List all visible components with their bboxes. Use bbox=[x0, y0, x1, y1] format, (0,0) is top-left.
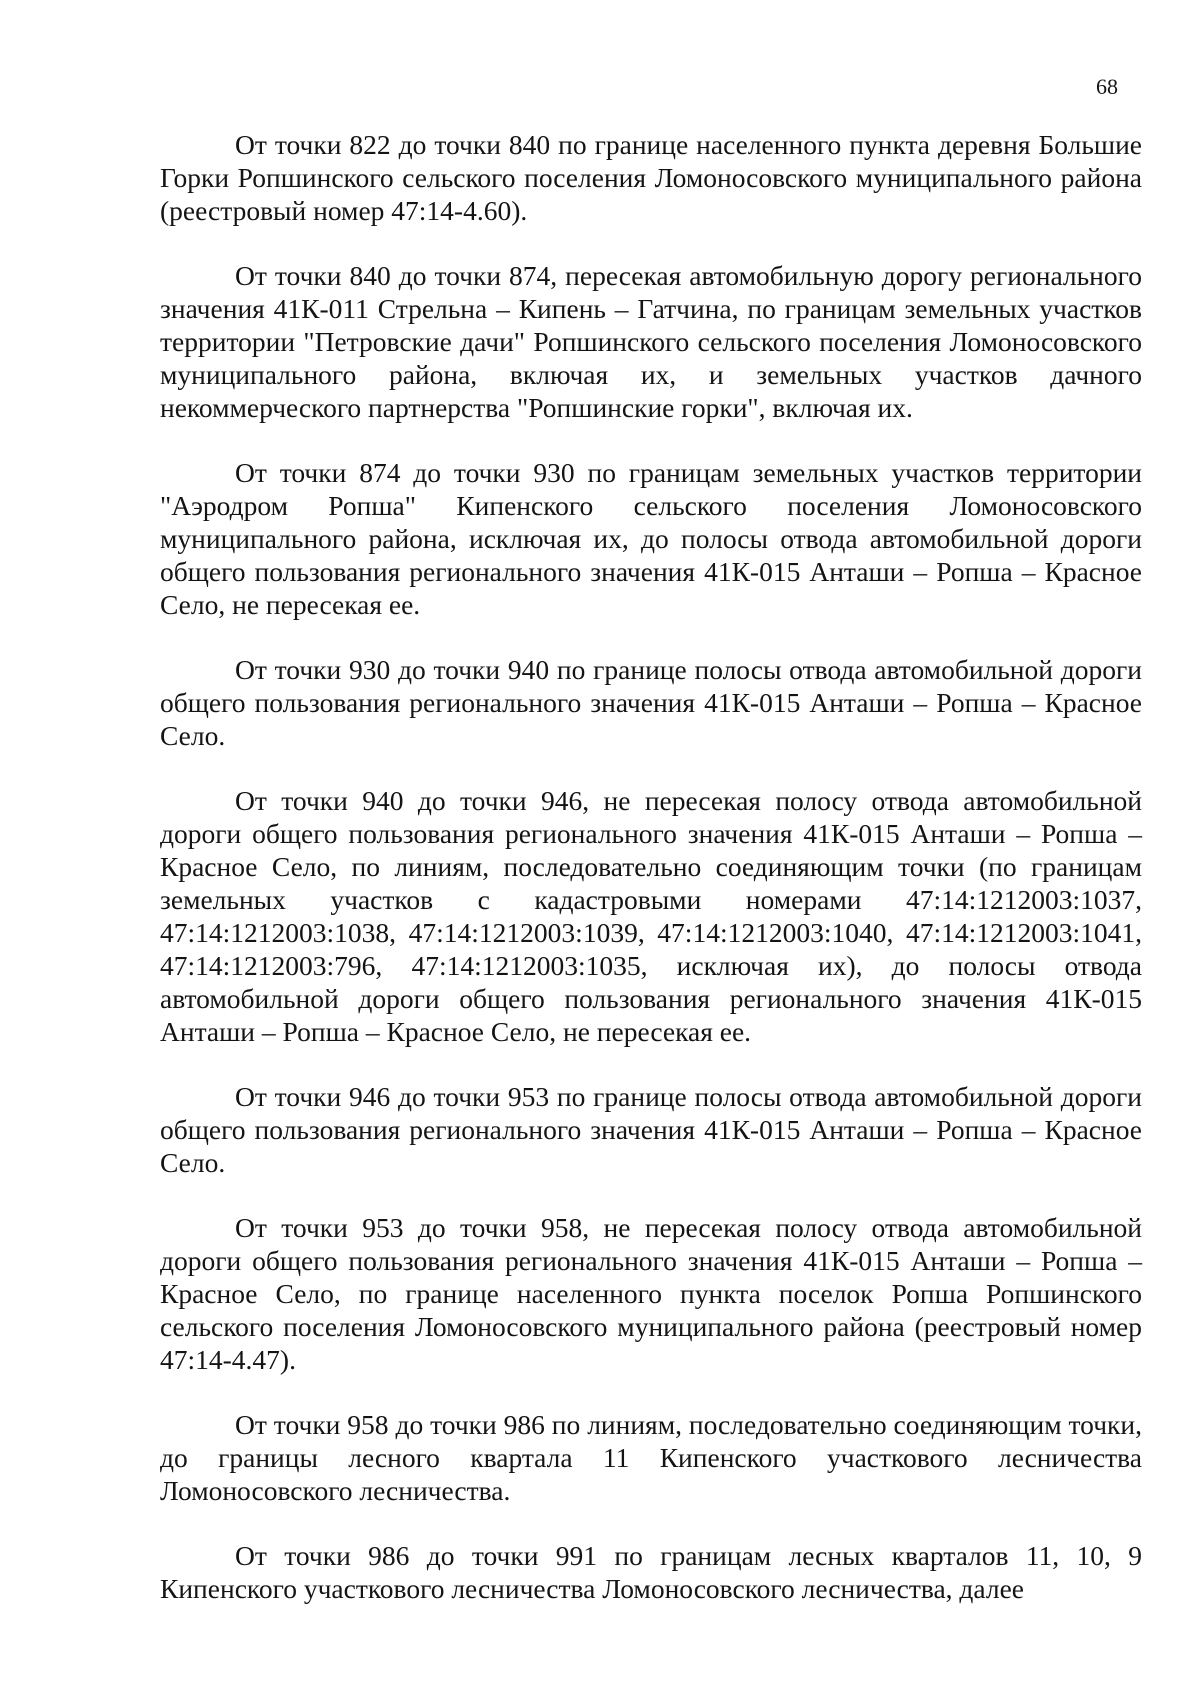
paragraph: От точки 874 до точки 930 по границам земельных участков территории "Аэродром Ропша" Кипенского сельского поселения Ломоносовского муниципального района, исключая их, до полосы отвода автомобильной дороги общего пользования регионального значения 41К-015 Анташи – Ропша – Красное Село, не пересекая ее. bbox=[160, 457, 1142, 620]
paragraph: От точки 986 до точки 991 по границам лесных кварталов 11, 10, 9 Кипенского участкового лесничества Ломоносовского лесничества, далее bbox=[160, 1540, 1142, 1604]
page-number: 68 bbox=[1096, 74, 1118, 99]
paragraph: От точки 946 до точки 953 по границе полосы отвода автомобильной дороги общего пользования регионального значения 41К-015 Анташи – Ропша – Красное Село. bbox=[160, 1081, 1142, 1178]
paragraph: От точки 930 до точки 940 по границе полосы отвода автомобильной дороги общего пользования регионального значения 41К-015 Анташи – Ропша – Красное Село. bbox=[160, 654, 1142, 751]
paragraph: От точки 940 до точки 946, не пересекая полосу отвода автомобильной дороги общего пользования регионального значения 41К-015 Анташи – Ропша – Красное Село, по линиям, последовательно соединяющим точки (по границам земельных участков с кадастровыми номерами 47:14:1212003:1037, 47:14:1212003:1038, 47:14:1212003:1039, 47:14:1212003:1040, 47:14:1212003:1041, 47:14:1212003:796, 47:14:1212003:1035, исключая их), до полосы отвода автомобильной дороги общего пользования регионального значения 41К-015 Анташи – Ропша – Красное Село, не пересекая ее. bbox=[160, 785, 1142, 1047]
paragraph: От точки 840 до точки 874, пересекая автомобильную дорогу регионального значения 41К-011 Стрельна – Кипень – Гатчина, по границам земельных участков территории "Петровские дачи" Ропшинского сельского поселения Ломоносовского муниципального района, включая их, и земельных участков дачного некоммерческого партнерства "Ропшинские горки", включая их. bbox=[160, 260, 1142, 423]
document-body bbox=[160, 128, 1142, 1637]
paragraph: От точки 958 до точки 986 по линиям, последовательно соединяющим точки, до границы лесного квартала 11 Кипенского участкового лесничества Ломоносовского лесничества. bbox=[160, 1409, 1142, 1506]
paragraph: От точки 822 до точки 840 по границе населенного пункта деревня Большие Горки Ропшинского сельского поселения Ломоносовского муниципального района (реестровый номер 47:14-4.60). bbox=[160, 129, 1142, 226]
paragraph: От точки 953 до точки 958, не пересекая полосу отвода автомобильной дороги общего пользования регионального значения 41К-015 Анташи – Ропша – Красное Село, по границе населенного пункта поселок Ропша Ропшинского сельского поселения Ломоносовского муниципального района (реестровый номер 47:14-4.47). bbox=[160, 1212, 1142, 1375]
